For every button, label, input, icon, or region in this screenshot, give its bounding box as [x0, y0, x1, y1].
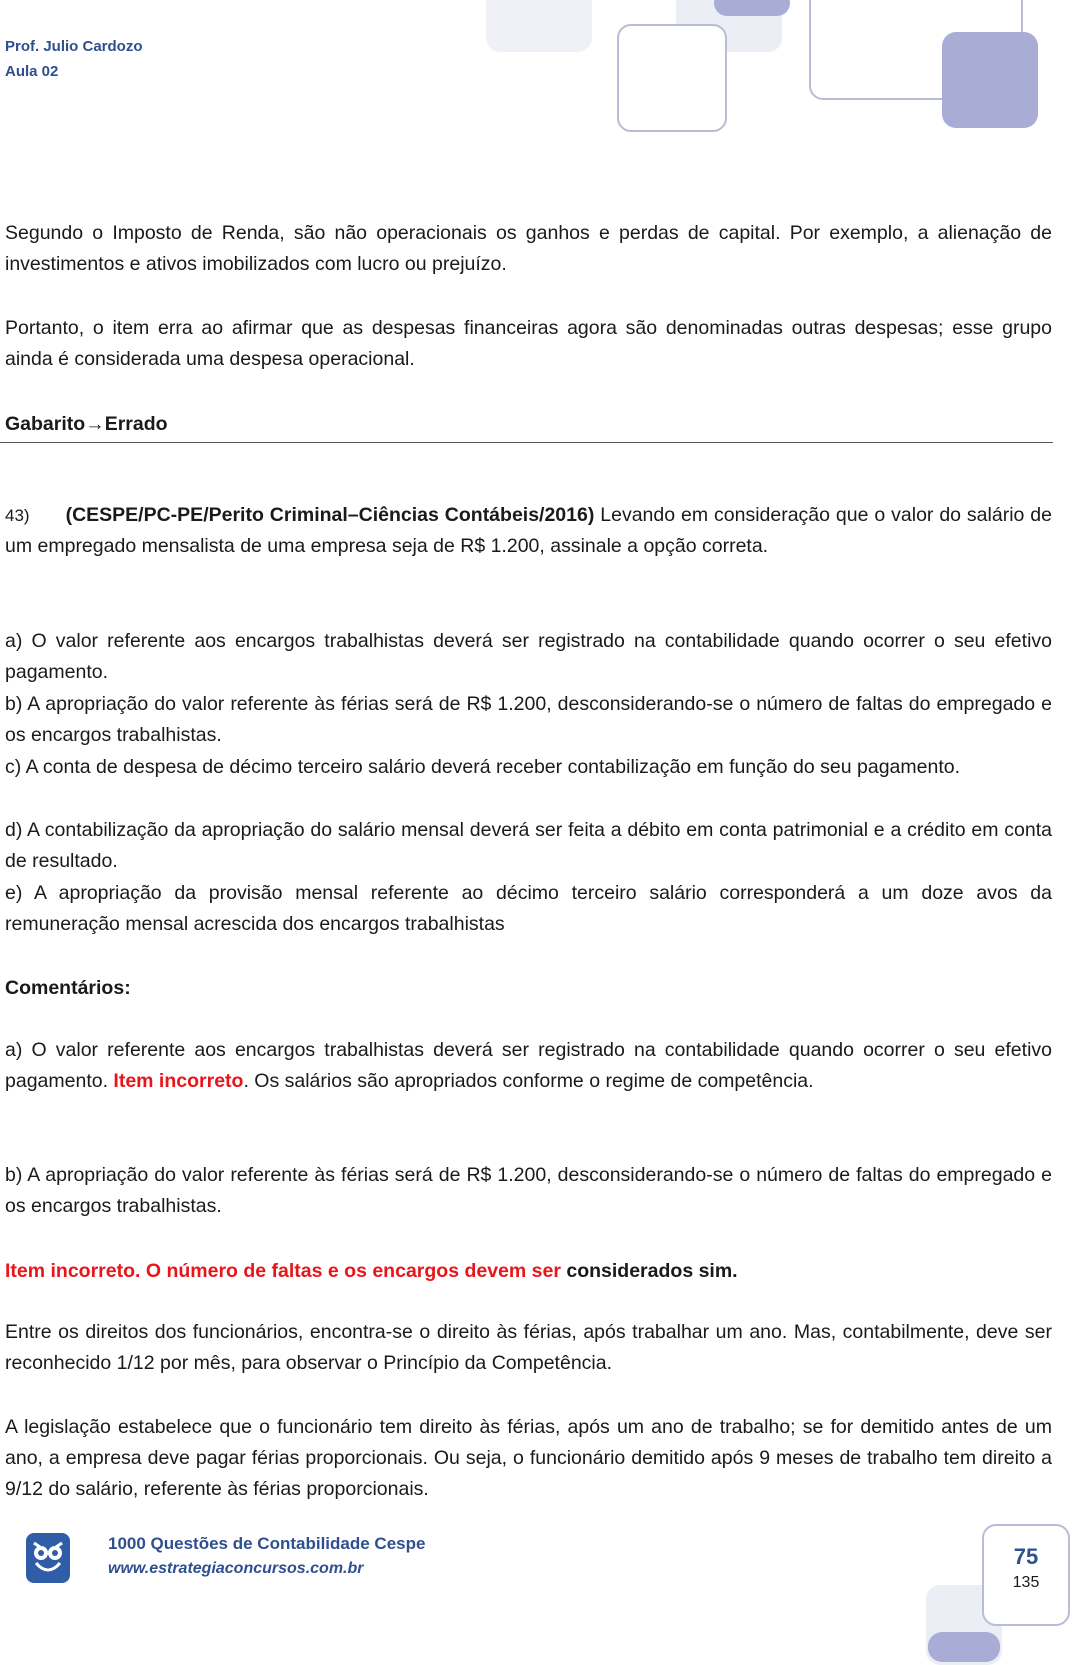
lesson-label: Aula 02: [5, 63, 59, 80]
option-b: b) A apropriação do valor referente às férias será de R$ 1.200, desconsiderando-se o número de faltas do empregado e os encargos trabalhistas.: [5, 693, 1052, 746]
comment-a-rest: . Os salários são apropriados conforme o regime de competência.: [243, 1070, 814, 1092]
footer-title: 1000 Questões de Contabilidade Cespe: [108, 1534, 426, 1553]
answer-label: Gabarito: [5, 413, 86, 435]
paragraph-portanto: Portanto, o item erra ao afirmar que as despesas financeiras agora são denominadas outras despesas; esse grupo ainda é considerada uma despesa operacional.: [5, 317, 1052, 370]
author-name: Prof. Julio Cardozo: [5, 38, 143, 55]
comment-b-bold: considerados sim.: [560, 1260, 738, 1282]
option-c: c) A conta de despesa de décimo terceiro salário deverá receber contabilização em função do seu pagamento.: [5, 756, 960, 778]
option-d: d) A contabilização da apropriação do salário mensal deverá ser feita a débito em conta patrimonial e a crédito em conta de resultado.: [5, 819, 1052, 872]
header-decoration-6: [942, 32, 1038, 128]
header-decoration-1: [486, 0, 592, 52]
divider: [0, 442, 1053, 443]
page-total: 135: [1012, 1574, 1040, 1591]
comment-a: [5, 1035, 1052, 1097]
arrow-icon: →: [85, 413, 105, 435]
comment-b-verdict: [5, 1256, 1052, 1287]
question-statement: [5, 500, 1052, 562]
answer-value: Errado: [104, 413, 168, 435]
page-indicator: [982, 1524, 1070, 1626]
question-text: Levando em consideração que o valor do salário de um empregado mensalista de uma empresa seja de R$ 1.200, assinale a opção correta.: [5, 504, 1052, 557]
comment-b-flag: Item incorreto. O número de faltas e os encargos devem ser: [5, 1260, 561, 1282]
header-decoration-3: [714, 0, 790, 16]
page-number: 75: [1013, 1544, 1039, 1569]
option-a: a) O valor referente aos encargos trabalhistas deverá ser registrado na contabilidade quando ocorrer o seu efetivo pagamento.: [5, 630, 1052, 683]
comment-a-flag: Item incorreto: [113, 1070, 244, 1092]
owl-logo-icon: [26, 1533, 70, 1583]
footer-decoration-2: [928, 1632, 1000, 1662]
comment-a-text: a) O valor referente aos encargos trabalhistas deverá ser registrado na contabilidade quando ocorrer o seu efetivo pagamento.: [5, 1039, 1052, 1092]
comment-b: b) A apropriação do valor referente às férias será de R$ 1.200, desconsiderando-se o número de faltas do empregado e os encargos trabalhistas.: [5, 1164, 1052, 1217]
paragraph-ir: Segundo o Imposto de Renda, são não operacionais os ganhos e perdas de capital. Por exemplo, a alienação de investimentos e ativos imobilizados com lucro ou prejuízo.: [5, 222, 1052, 275]
comments-title: Comentários:: [5, 977, 131, 999]
footer-url[interactable]: www.estrategiaconcursos.com.br: [108, 1560, 364, 1577]
header-decoration-4: [617, 24, 727, 132]
question-number: 43): [5, 506, 30, 525]
answer-line: [5, 409, 1052, 440]
question-source: (CESPE/PC-PE/Perito Criminal–Ciências Contábeis/2016): [65, 504, 595, 526]
paragraph-legislacao: A legislação estabelece que o funcionário tem direito às férias, após um ano de trabalho; se for demitido antes de um ano, a empresa deve pagar férias proporcionais. Ou seja, o funcionário demitido após 9 meses de trabalho tem direito a 9/12 do salário, referente às férias proporcionais.: [5, 1416, 1052, 1500]
paragraph-direitos: Entre os direitos dos funcionários, encontra-se o direito às férias, após trabalhar um ano. Mas, contabilmente, deve ser reconhecido 1/12 por mês, para observar o Princípio da Competência.: [5, 1321, 1052, 1374]
option-e: e) A apropriação da provisão mensal referente ao décimo terceiro salário corresponderá a um doze avos da remuneração mensal acrescida dos encargos trabalhistas: [5, 882, 1052, 935]
